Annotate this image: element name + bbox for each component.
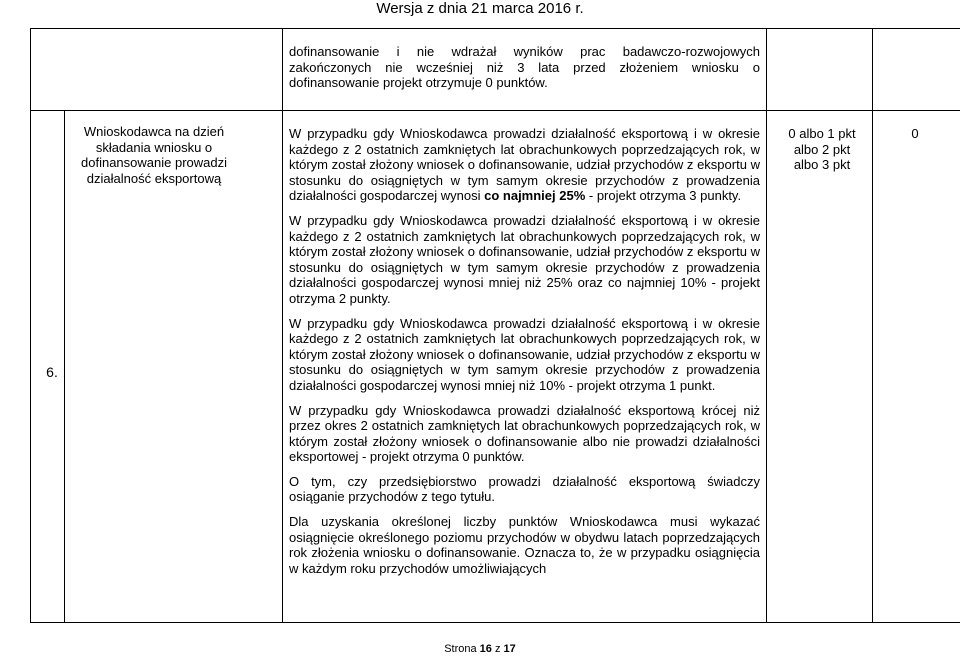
description-paragraph-6: Dla uzyskania określonej liczby punktów Wnioskodawca musi wykazać osiągnięcie określonego poziomu przychodów w obydwu latach poprzedzających rok złożenia wniosku o dofinansowanie. Oznacza to, że w przypadku osiągnięcia w każdym roku przychodów umożliwiających [289,514,760,576]
points-option: albo 2 pkt [793,141,851,157]
table-border-col2 [282,28,283,622]
table-border-row [30,110,960,111]
description-paragraph-1 [289,126,760,204]
page-footer [0,642,960,656]
table-border-left [30,28,31,622]
description-paragraph-3: W przypadku gdy Wnioskodawca prowadzi działalność eksportową i w okresie każdego z 2 ostatnich zamkniętych lat obrachunkowych poprzedzających rok, w którym został złożony wniosek o dofinansowanie, udział przychodów z eksportu w stosunku do osiągniętych w tym samym okresie przychodów z prowadzenia działalności gospodarczej wynosi mniej niż 10% - projekt otrzyma 1 punkt. [289,315,760,393]
description-paragraph-4: W przypadku gdy Wnioskodawca prowadzi działalność eksportową krócej niż przez okres 2 ostatnich zamkniętych lat obrachunkowych poprzedzających rok, w którym został złożony wniosek o dofinansowanie albo nie prowadzi działalności eksportowej - projekt otrzyma 0 punktów. [289,402,760,465]
criterion-description [289,126,760,576]
description-paragraph-2: W przypadku gdy Wnioskodawca prowadzi działalność eksportową i w okresie każdego z 2 ostatnich zamkniętych lat obrachunkowych poprzedzających rok, w którym został złożony wniosek o dofinansowanie, udział przychodów z eksportu w stosunku do osiągniętych w tym samym okresie przychodów z prowadzenia działalności gospodarczej wynosi mniej niż 25% oraz co najmniej 10% - projekt otrzyma 2 punkty. [289,212,760,306]
footer-total-pages: 17 [503,643,516,655]
points-options [772,126,872,173]
table-border-col3 [766,28,767,622]
footer-current-page: 16 [479,643,492,655]
table-border-bottom [30,622,960,623]
row-number: 6. [46,364,58,380]
version-text: Wersja z dnia 21 marca 2016 r. [376,0,584,17]
table-border-col4 [872,28,873,622]
description-paragraph-5: O tym, czy przedsiębiorstwo prowadzi działalność eksportową świadczy osiąganie przychodów z tego tytułu. [289,473,760,505]
points-option: albo 3 pkt [793,157,851,173]
continuation-text: dofinansowanie i nie wdrażał wyników prac badawczo-rozwojowych zakończonych nie wcześniej niż 3 lata przed złożeniem wniosku o dofinansowanie projekt otrzymuje 0 punktów. [289,44,760,91]
table-border-col1 [64,110,65,622]
description-p1-bold: co najmniej 25% [484,188,586,204]
criterion-name: Wnioskodawca na dzień składania wniosku o dofinansowanie prowadzi działalność eksportową [81,124,227,186]
min-score: 0 [911,126,919,141]
description-p1-text: W przypadku gdy Wnioskodawca prowadzi działalność eksportową i w okresie każdego z 2 ostatnich zamkniętych lat obrachunkowych poprzedzających rok, w którym został złożony wniosek o dofinansowanie, udział przychodów z eksportu w stosunku do osiągniętych w tym samym okresie przychodów z prowadzenia działalności gospodarczej wynosi [289,126,760,204]
description-p1-tail: - projekt otrzyma 3 punkty. [585,188,742,204]
footer-prefix: Strona [444,643,477,655]
previous-row-continuation [289,44,760,91]
table-border-top [30,28,960,29]
footer-separator: z [494,643,501,655]
points-option: 0 albo 1 pkt [788,126,856,141]
